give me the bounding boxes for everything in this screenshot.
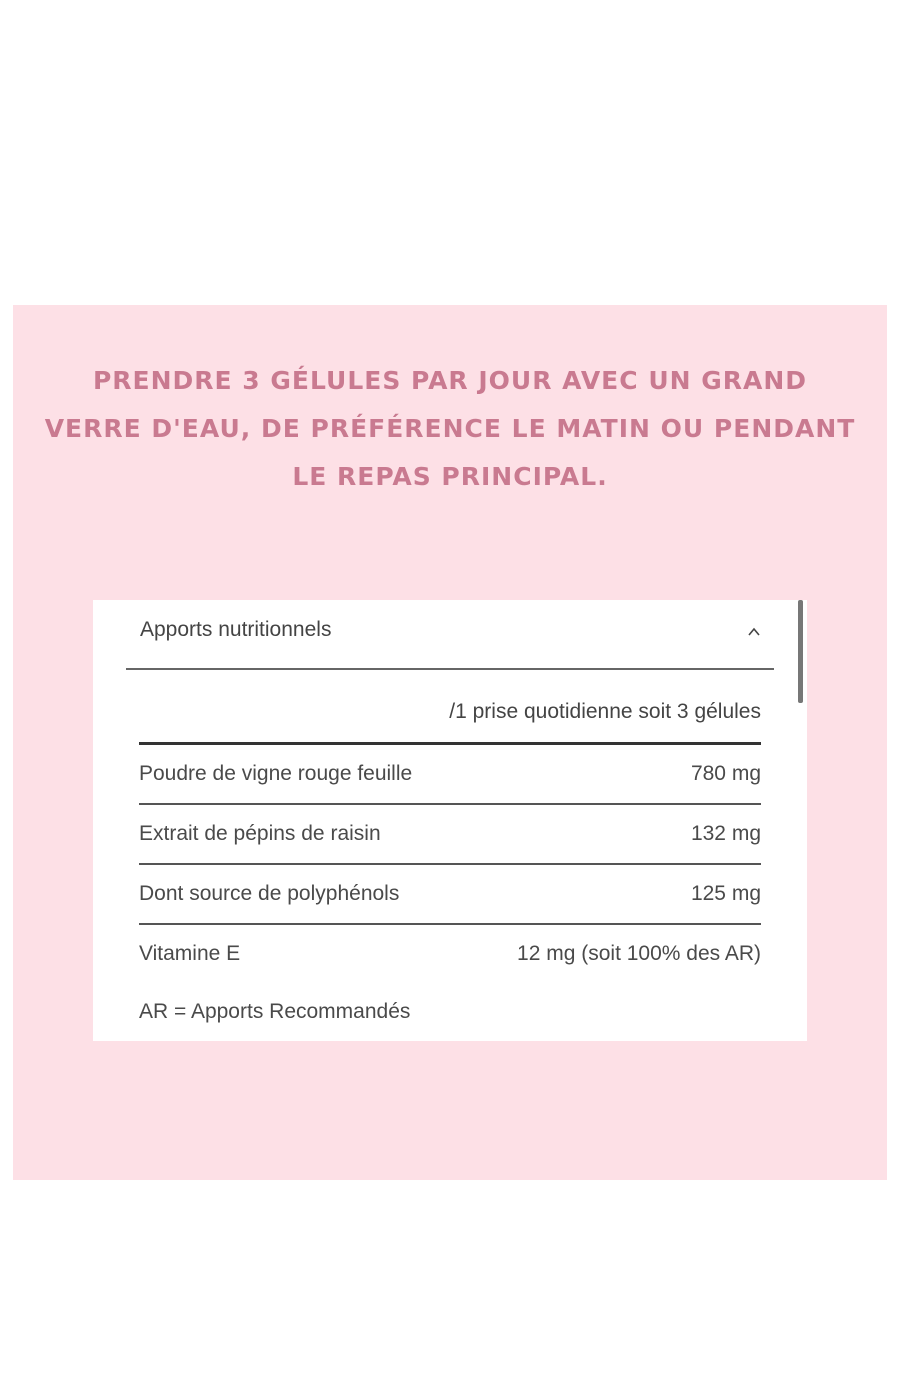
row-ingredient: Poudre de vigne rouge feuille [139,762,413,785]
table-footnote: AR = Apports Recommandés [139,1000,411,1023]
row-amount: 132 mg [690,822,761,845]
scrollbar-thumb[interactable] [798,600,803,703]
dosage-instructions: PRENDRE 3 GÉLULES PAR JOUR AVEC UN GRAND VERRE D'EAU, DE PRÉFÉRENCE LE MATIN OU PENDANT LE REPAS PRINCIPAL. [44,366,856,491]
nutrition-table [139,692,761,1041]
accordion-header-toggle[interactable] [126,600,774,670]
row-amount: 125 mg [690,882,761,905]
table-row [139,805,761,865]
nutrition-accordion [93,600,807,1041]
row-ingredient: Dont source de polyphénols [139,882,400,905]
row-ingredient: Vitamine E [139,942,241,965]
table-column-header: /1 prise quotidienne soit 3 gélules [139,692,761,745]
row-amount: 780 mg [690,762,761,785]
row-amount: 12 mg (soit 100% des AR) [517,942,761,965]
chevron-up-icon[interactable] [748,626,760,638]
table-row [139,865,761,925]
table-row [139,745,761,805]
row-ingredient: Extrait de pépins de raisin [139,822,381,845]
accordion-title: Apports nutritionnels [140,618,332,641]
table-row [139,925,761,983]
